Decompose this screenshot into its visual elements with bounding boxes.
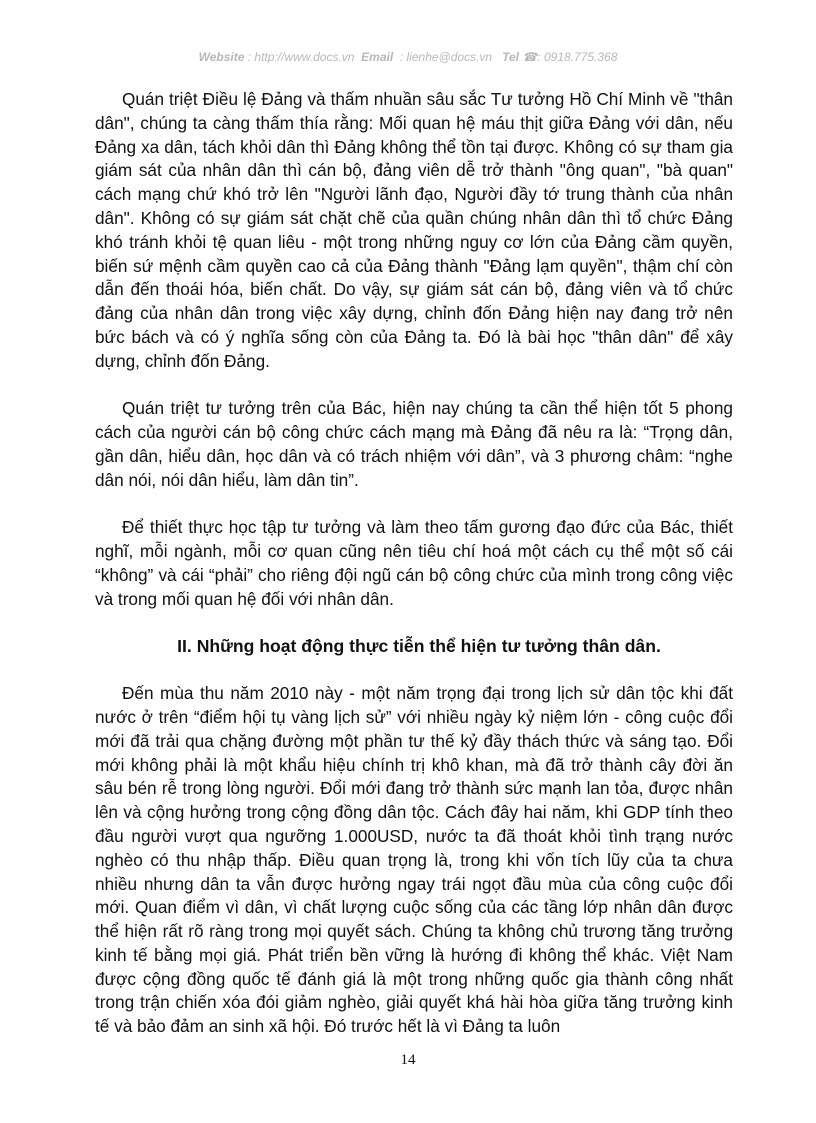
email-label: Email	[361, 50, 394, 64]
section-heading: II. Những hoạt động thực tiễn thể hiện tư tưởng thân dân.	[177, 636, 661, 657]
page-number: 14	[400, 1052, 416, 1068]
page-header	[0, 50, 816, 64]
paragraph-2: Quán triệt tư tưởng trên của Bác, hiện nay chúng ta cần thể hiện tốt 5 phong cách của người cán bộ công chức cách mạng mà Đảng đã nêu ra là: “Trọng dân, gần dân, hiểu dân, học dân và có trách nhiệm với dân”, và 3 phương châm: “nghe dân nói, nói dân hiểu, làm dân tin”.	[95, 398, 733, 490]
website-label: Website	[198, 50, 245, 64]
paragraph-1: Quán triệt Điều lệ Đảng và thấm nhuần sâu sắc Tư tưởng Hồ Chí Minh về "thân dân", chúng ta càng thấm thía rằng: Mối quan hệ máu thịt giữa Đảng với dân, nếu Đảng xa dân, tách khỏi dân thì Đảng không thể tồn tại được. Không có sự tham gia giám sát của nhân dân thì cán bộ, đảng viên dễ trở thành "ông quan", "bà quan" cách mạng chứ khó trở lên "Người lãnh đạo, Người đầy tớ trung thành của nhân dân". Không có sự giám sát chặt chẽ của quần chúng nhân dân thì tổ chức Đảng khó tránh khỏi tệ quan liêu - một trong những nguy cơ lớn của Đảng cầm quyền, biến sứ mệnh cầm quyền cao cả của Đảng thành "Đảng lạm quyền", thậm chí còn dẫn đến thoái hóa, biến chất. Do vậy, sự giám sát cán bộ, đảng viên và tổ chức đảng của nhân dân trong việc xây dựng, chỉnh đốn Đảng hiện nay đang trở nên bức bách và có ý nghĩa sống còn của Đảng ta. Đó là bài học "thân dân" để xây dựng, chỉnh đốn Đảng.	[95, 89, 733, 371]
website-value: : http://www.docs.vn	[247, 50, 355, 64]
tel-value: : 0918.775.368	[537, 50, 618, 64]
phone-icon: ☎	[522, 50, 538, 64]
document-body	[95, 88, 733, 1063]
section-paragraph: Đến mùa thu năm 2010 này - một năm trọng đại trong lịch sử dân tộc khi đất nước ở trên “điểm hội tụ vàng lịch sử” với nhiều ngày kỷ niệm lớn - công cuộc đổi mới đã trải qua chặng đường một phần tư thế kỷ đầy thách thức và sáng tạo. Đổi mới không phải là một khẩu hiệu chính trị khô khan, mà đã trở thành cây đời ăn sâu bén rễ trong lòng người. Đổi mới đang trở thành sức mạnh lan tỏa, được nhân lên và cộng hưởng trong cộng đồng dân tộc. Cách đây hai năm, khi GDP tính theo đầu người vượt qua ngưỡng 1.000USD, nước ta đã thoát khỏi tình trạng nước nghèo có thu nhập thấp. Điều quan trọng là, trong khi vốn tích lũy của ta chưa nhiều nhưng dân ta vẫn được hưởng ngay trái ngọt đầu mùa của công cuộc đổi mới. Quan điểm vì dân, vì chất lượng cuộc sống của các tầng lớp nhân dân được thể hiện rất rõ ràng trong mọi quyết sách. Chúng ta không chủ trương tăng trưởng kinh tế bằng mọi giá. Phát triển bền vững là hướng đi không thể khác. Việt Nam được cộng đồng quốc tế đánh giá là một trong những quốc gia thành công nhất trong trận chiến xóa đói giảm nghèo, giải quyết khá hài hòa giữa tăng trưởng kinh tế và bảo đảm an sinh xã hội. Đó trước hết là vì Đảng ta luôn	[95, 683, 733, 1037]
email-value: : lienhe@docs.vn	[399, 50, 493, 64]
tel-label: Tel	[502, 50, 519, 64]
paragraph-3: Để thiết thực học tập tư tưởng và làm theo tấm gương đạo đức của Bác, thiết nghĩ, mỗi ngành, mỗi cơ quan cũng nên tiêu chí hoá một cách cụ thể một số cái “không” và cái “phải” cho riêng đội ngũ cán bộ công chức của mình trong công việc và trong mối quan hệ đối với nhân dân.	[95, 517, 733, 609]
